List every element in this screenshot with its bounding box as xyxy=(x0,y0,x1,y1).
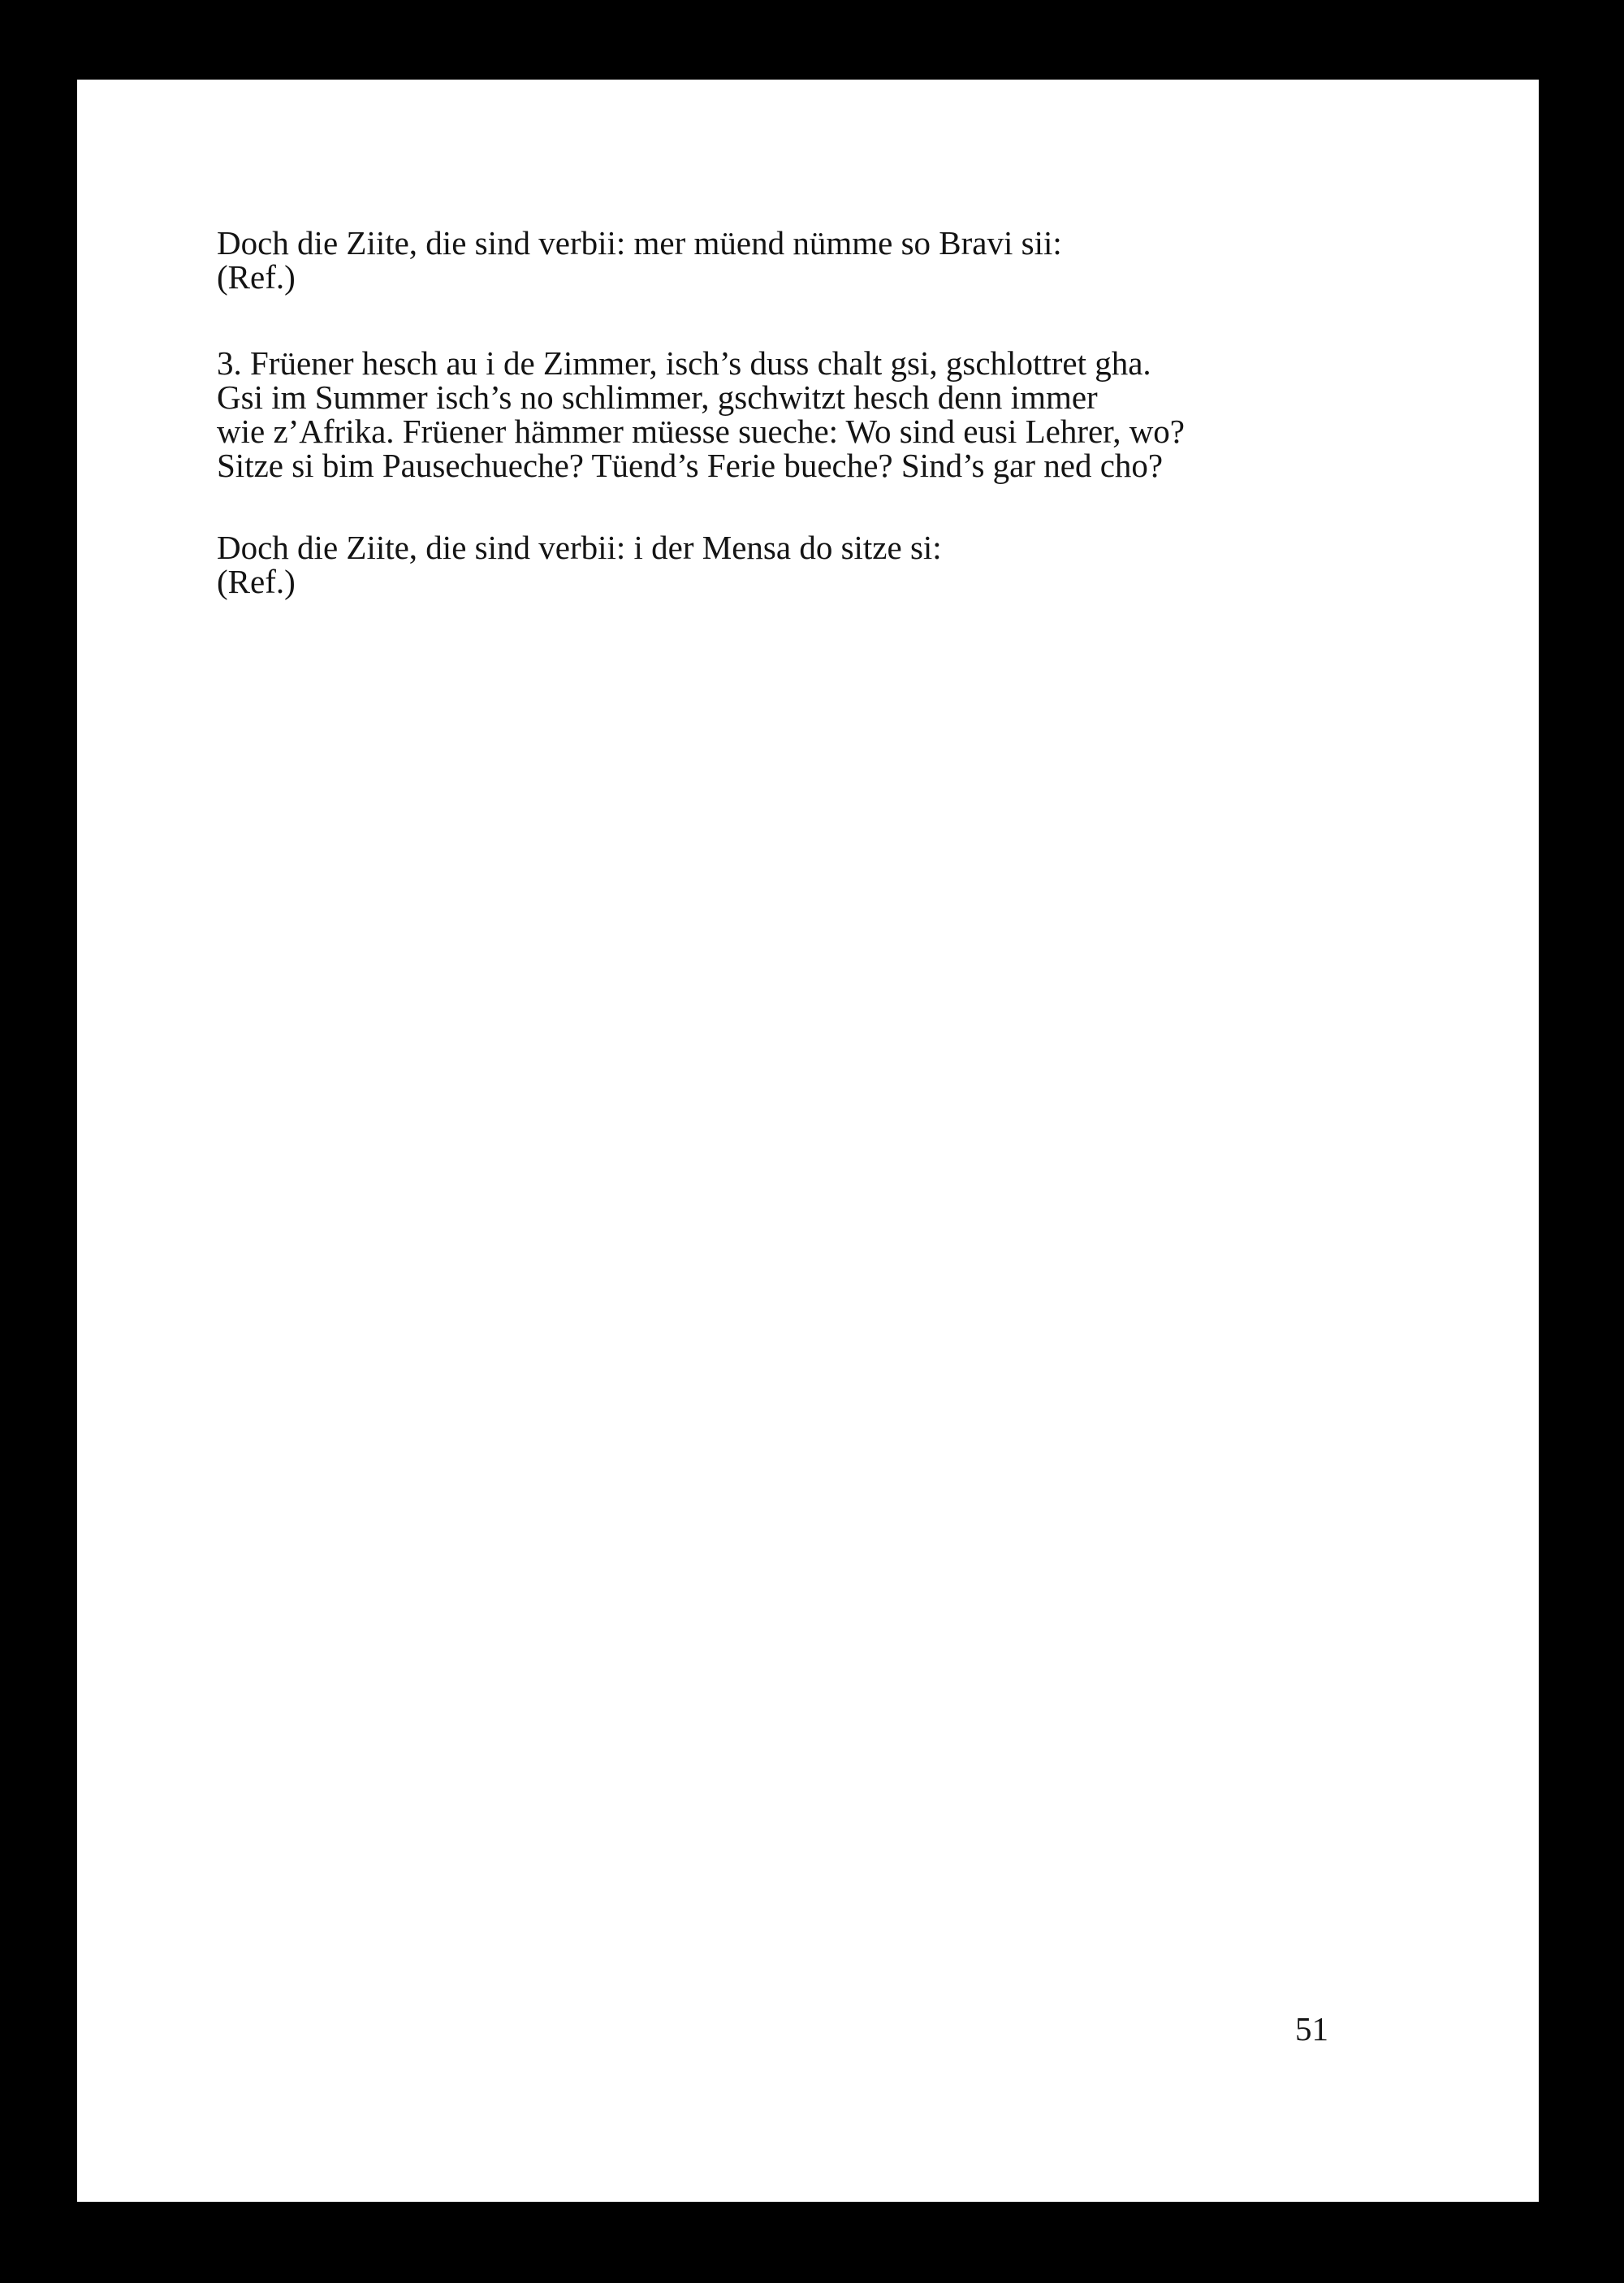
page-number: 51 xyxy=(1295,2010,1328,2047)
text-line: Doch die Ziite, die sind verbii: mer müend nümme so Bravi sii: xyxy=(217,224,1062,262)
refrain-marker: (Ref.) xyxy=(217,258,296,296)
stanza-3-closing xyxy=(217,530,942,599)
text-line: Doch die Ziite, die sind verbii: i der Mensa do sitze si: xyxy=(217,529,942,566)
stanza-3 xyxy=(217,346,1185,482)
text-line: 3. Früener hesch au i de Zimmer, isch’s duss chalt gsi, gschlottret gha. xyxy=(217,344,1151,382)
text-line: Gsi im Summer isch’s no schlimmer, gschwitzt hesch denn immer xyxy=(217,378,1098,416)
refrain-marker: (Ref.) xyxy=(217,563,296,600)
stanza-2-closing xyxy=(217,226,1062,294)
text-line: Sitze si bim Pausechueche? Tüend’s Ferie bueche? Sind’s gar ned cho? xyxy=(217,447,1164,484)
text-line: wie z’Afrika. Früener hämmer müesse sueche: Wo sind eusi Lehrer, wo? xyxy=(217,413,1186,450)
document-page xyxy=(77,80,1539,2202)
